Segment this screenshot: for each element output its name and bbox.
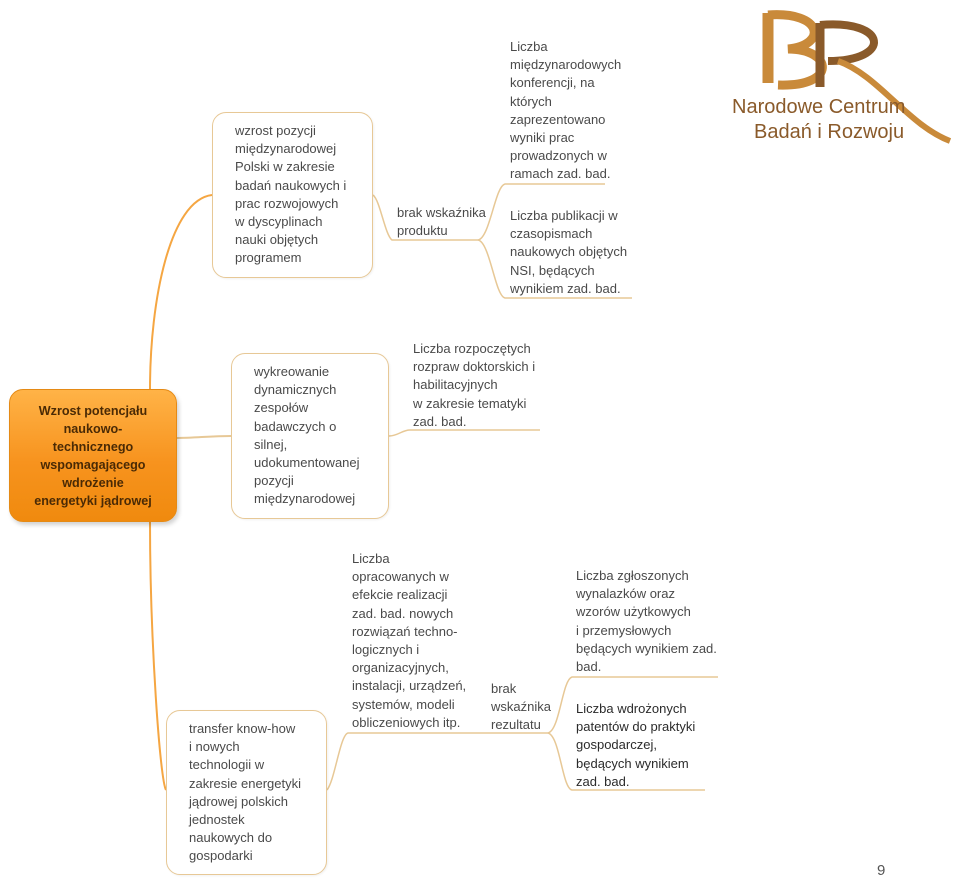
branch-node-know-how-transfer[interactable]: transfer know-how i nowych technologii w zakresie energetyki jądrowej polskich jednostek naukowych do gospodarki (166, 710, 327, 875)
connector-root-branch2 (177, 436, 231, 438)
result-inventions: Liczba zgłoszonych wynalazków oraz wzorów użytkowych i przemysłowych będących wynikiem zad. bad. (576, 568, 717, 675)
indicator-publications: Liczba publikacji w czasopismach naukowych objętych NSI, będących wynikiem zad. bad. (510, 208, 628, 296)
indicator-new-solutions: Liczba opracowanych w efekcie realizacji zad. bad. nowych rozwiązań techno- logicznych i organizacyjnych, instalacji, urządzeń, systemów, modeli obliczeniowych itp. (352, 551, 467, 730)
connector-root-branch3 (150, 522, 166, 790)
connector-label-no-result-indicator: brak wskaźnika rezultatu (491, 681, 551, 733)
logo-line1: Narodowe Centrum (732, 96, 906, 118)
ncbr-logo (728, 5, 956, 150)
indicator-doctoral-theses: Liczba rozpoczętych rozpraw doktorskich i habilitacyjnych w zakresie tematyki zad. bad. (413, 341, 536, 429)
connector-root-branch1 (150, 195, 212, 389)
result-patents: Liczba wdrożonych patentów do praktyki gospodarczej, będących wynikiem zad. bad. (576, 701, 696, 789)
connector-branch3-ind (327, 733, 486, 790)
page-number: 9 (877, 862, 886, 879)
indicator-conferences: Liczba międzynarodowych konferencji, na których zaprezentowano wyniki prac prowadzonych w ramach zad. bad. (510, 39, 622, 182)
branch-node-international-position[interactable]: wzrost pozycji międzynarodowej Polski w zakresie badań naukowych i prac rozwojowych w dyscyplinach nauki objętych programem (212, 112, 373, 278)
branch-node-research-teams[interactable]: wykreowanie dynamicznych zespołów badawczych o silnej, udokumentowanej pozycji międzynarodowej (231, 353, 389, 519)
root-node[interactable]: Wzrost potencjału naukowo- technicznego wspomagającego wdrożenie energetyki jądrowej (9, 389, 177, 522)
connector-label-no-product-indicator: brak wskaźnika produktu (397, 205, 486, 239)
logo-line2: Badań i Rozwoju (754, 121, 905, 143)
